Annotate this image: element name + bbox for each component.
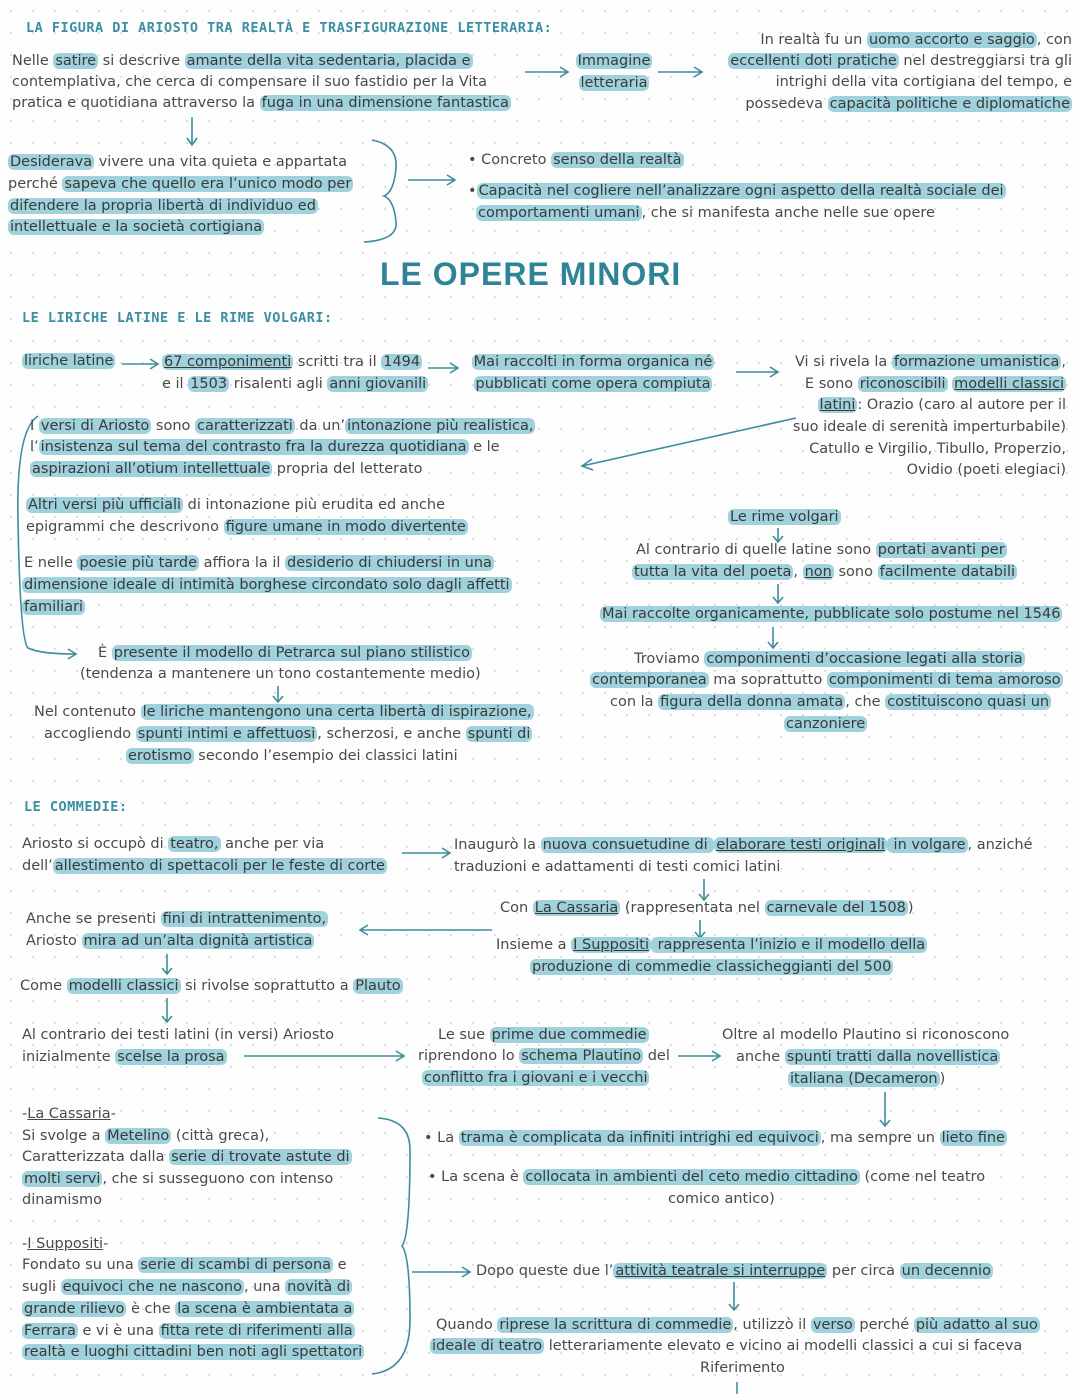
altri-versi-line-1: Altri versi più ufficiali di intonazione più erudita ed anche: [28, 497, 446, 513]
componimenti-line-2: e il 1503 risalenti agli anni giovanili: [162, 376, 427, 392]
versi-line-1: I versi di Ariosto sono caratterizzati da un’ intonazione più realistica,: [30, 418, 534, 434]
bullet-capacita-1: • Capacità nel cogliere nell’analizzare ogni aspetto della realtà sociale dei: [468, 183, 1004, 199]
versi-line-2: l’ insistenza sul tema del contrasto fra la durezza quotidiana e le: [30, 439, 500, 455]
bullet-trama: • La trama è complicata da infiniti intrighi ed equivoci , ma sempre un lieto fine: [424, 1130, 1005, 1146]
formazione-line-3: latini : Orazio (caro al autore per il: [819, 397, 1066, 413]
suppositi-title: -I Suppositi-: [22, 1236, 109, 1252]
realta-line-1: In realtà fu un uomo accorto e saggio , con: [760, 32, 1072, 48]
page-title: LE OPERE MINORI: [380, 256, 682, 292]
troviamo-line-2: contemporanea ma soprattutto componimenti di tema amoroso: [592, 672, 1061, 688]
oltre-line-2: anche spunti tratti dalla novellistica: [736, 1049, 999, 1065]
rime-line-2: tutta la vita del poeta , non sono facilmente databili: [634, 564, 1016, 580]
section-heading-commedie: LE COMMEDIE:: [24, 799, 128, 815]
formazione-line-2: E sono riconoscibili modelli classici: [804, 376, 1064, 392]
rime-line-1: Al contrario di quelle latine sono portati avanti per: [636, 542, 1005, 558]
desiderava-line-1: Desiderava vivere una vita quieta e appartata: [10, 154, 348, 170]
satire-line-1: Nelle satire si descrive amante della vita sedentaria, placida e: [12, 53, 471, 69]
prosa-line-2: inizialmente scelse la prosa: [22, 1049, 225, 1065]
altri-versi-line-2: epigrammi che descrivono figure umane in modo divertente: [26, 519, 466, 535]
dopo-line: Dopo queste due l’ attività teatrale si interruppe per circa un decennio: [476, 1263, 991, 1279]
versi-line-3: aspirazioni all’otium intellettuale propria del letterato: [32, 461, 423, 477]
cassaria-desc-3: molti servi , che si susseguono con intenso: [24, 1171, 334, 1187]
cassaria-title: -La Cassaria-: [22, 1106, 116, 1122]
inauguro-line-2: traduzioni e adattamenti di testi comici latini: [454, 859, 781, 875]
oltre-line-3: italiana (Decameron ): [790, 1071, 946, 1087]
insieme-line-1: Insieme a I Suppositi rappresenta l’inizio e il modello della: [496, 937, 926, 953]
satire-line-2: contemplativa, che cerca di compensare il suo fastidio per la Vita: [12, 74, 487, 90]
formazione-line-5: Catullo e Virgilio, Tibullo, Properzio,: [809, 441, 1066, 457]
realta-line-2: eccellenti doti pratiche nel destreggiarsi tra gli: [730, 53, 1072, 69]
formazione-line-1: Vi si rivela la formazione umanistica ,: [794, 354, 1066, 370]
bullet-capacita-2: comportamenti umani , che si manifesta anche nelle sue opere: [478, 205, 935, 221]
teatro-line-2: dell’ allestimento di spettacoli per le feste di corte: [22, 858, 385, 874]
realta-line-4: possedeva capacità politiche e diplomatiche: [745, 96, 1070, 112]
inauguro-line-1: Inaugurò la nuova consuetudine di elaborare testi originali in volgare , anziché: [454, 837, 1033, 853]
troviamo-line-1: Troviamo componimenti d’occasione legati alla storia: [634, 651, 1023, 667]
contenuto-line-2: accogliendo spunti intimi e affettuosi , scherzosi, e anche spunti di: [44, 726, 531, 742]
quando-line-1: Quando riprese la scrittura di commedie , utilizzò il verso perché più adatto al suo: [436, 1317, 1038, 1333]
liriche-latine-label: liriche latine: [24, 353, 114, 369]
rime-volgari-label: Le rime volgari: [730, 509, 839, 525]
prime-line-2: riprendono lo schema Plautino del: [418, 1048, 670, 1064]
oltre-line-1: Oltre al modello Plautino si riconoscono: [722, 1027, 1010, 1043]
contenuto-line-1: Nel contenuto le liriche mantengono una certa libertà di ispirazione,: [34, 704, 532, 720]
anche-line-2: Ariosto mira ad un’alta dignità artistica: [26, 933, 313, 949]
teatro-line-1: Ariosto si occupò di teatro, anche per via: [22, 836, 325, 852]
troviamo-line-3: con la figura della donna amata , che costituiscono quasi un: [610, 694, 1050, 710]
quando-line-2: ideale di teatro letterariamente elevato e vicino ai modelli classici a cui si faceva: [432, 1338, 1023, 1354]
section-heading-figura: LA FIGURA DI ARIOSTO TRA REALTÀ E TRASFIGURAZIONE LETTERARIA:: [26, 20, 553, 36]
insieme-line-2: produzione di commedie classicheggianti del 500: [532, 959, 892, 975]
prime-line-3: conflitto fra i giovani e i vecchi: [424, 1070, 648, 1086]
suppositi-desc-5: realtà e luoghi cittadini ben noti agli spettatori: [24, 1344, 363, 1360]
poesie-tarde-line-2: dimensione ideale di intimità borghese circondato solo dagli affetti: [24, 577, 510, 593]
suppositi-desc-4: Ferrara e vi è una fitta rete di riferimenti alla: [24, 1323, 353, 1339]
petrarca-line-1: È presente il modello di Petrarca sul piano stilistico: [98, 645, 470, 661]
formazione-line-6: Ovidio (poeti elegiaci): [906, 462, 1066, 478]
suppositi-desc-2: sugli equivoci che ne nascono , una novità di: [22, 1279, 351, 1295]
cassaria-desc-4: dinamismo: [22, 1192, 103, 1208]
realta-line-3: intrighi della vita cortigiana del tempo, e: [775, 74, 1072, 90]
suppositi-desc-3: grande rilievo è che la scena è ambientata a: [24, 1301, 353, 1317]
troviamo-line-4: canzoniere: [786, 716, 866, 732]
desiderava-line-4: intellettuale e la società cortigiana: [10, 219, 263, 235]
bullet-scena-1: • La scena è collocata in ambienti del ceto medio cittadino (come nel teatro: [428, 1169, 986, 1185]
poesie-tarde-line-1: E nelle poesie più tarde affiora la il desiderio di chiudersi in una: [24, 555, 492, 571]
bullet-senso-realta: • Concreto senso della realtà: [468, 152, 682, 168]
modelli-plauto: Come modelli classici si rivolse soprattutto a Plauto: [20, 978, 401, 994]
bullet-scena-2: comico antico): [668, 1191, 775, 1207]
satire-line-3: pratica e quotidiana attraverso la fuga in una dimensione fantastica: [12, 95, 509, 111]
prosa-line-1: Al contrario dei testi latini (in versi) Ariosto: [22, 1027, 334, 1043]
prime-line-1: Le sue prime due commedie: [438, 1027, 647, 1043]
petrarca-line-2: (tendenza a mantenere un tono costantemente medio): [80, 666, 481, 682]
mai-raccolti: Mai raccolti in forma organica né pubblicati come opera compiuta: [473, 354, 713, 392]
quando-line-3: Riferimento: [700, 1360, 785, 1376]
cassaria-line: Con La Cassaria (rappresentata nel carnevale del 1508 ): [500, 900, 914, 916]
contenuto-line-3: erotismo secondo l’esempio dei classici latini: [128, 748, 458, 764]
immagine-letteraria: Immagine letteraria: [577, 53, 651, 91]
cassaria-desc-1: Si svolge a Metelino (città greca),: [22, 1128, 270, 1144]
desiderava-line-2: perché sapeva che quello era l’unico modo per: [8, 176, 352, 192]
anche-line-1: Anche se presenti fini di intrattenimento,: [26, 911, 327, 927]
componimenti-line-1: 67 componimenti scritti tra il 1494: [164, 354, 421, 370]
poesie-tarde-line-3: familiari: [24, 599, 84, 615]
section-heading-liriche: LE LIRICHE LATINE E LE RIME VOLGARI:: [22, 310, 333, 326]
desiderava-line-3: difendere la propria libertà di individuo ed: [10, 198, 316, 214]
formazione-line-4: suo ideale di serenità imperturbabile): [792, 419, 1066, 435]
cassaria-desc-2: Caratterizzata dalla serie di trovate astute di: [22, 1149, 350, 1165]
suppositi-desc-1: Fondato su una serie di scambi di persona e: [22, 1257, 347, 1273]
rime-line-3: Mai raccolte organicamente, pubblicate solo postume nel 1546: [602, 606, 1061, 622]
